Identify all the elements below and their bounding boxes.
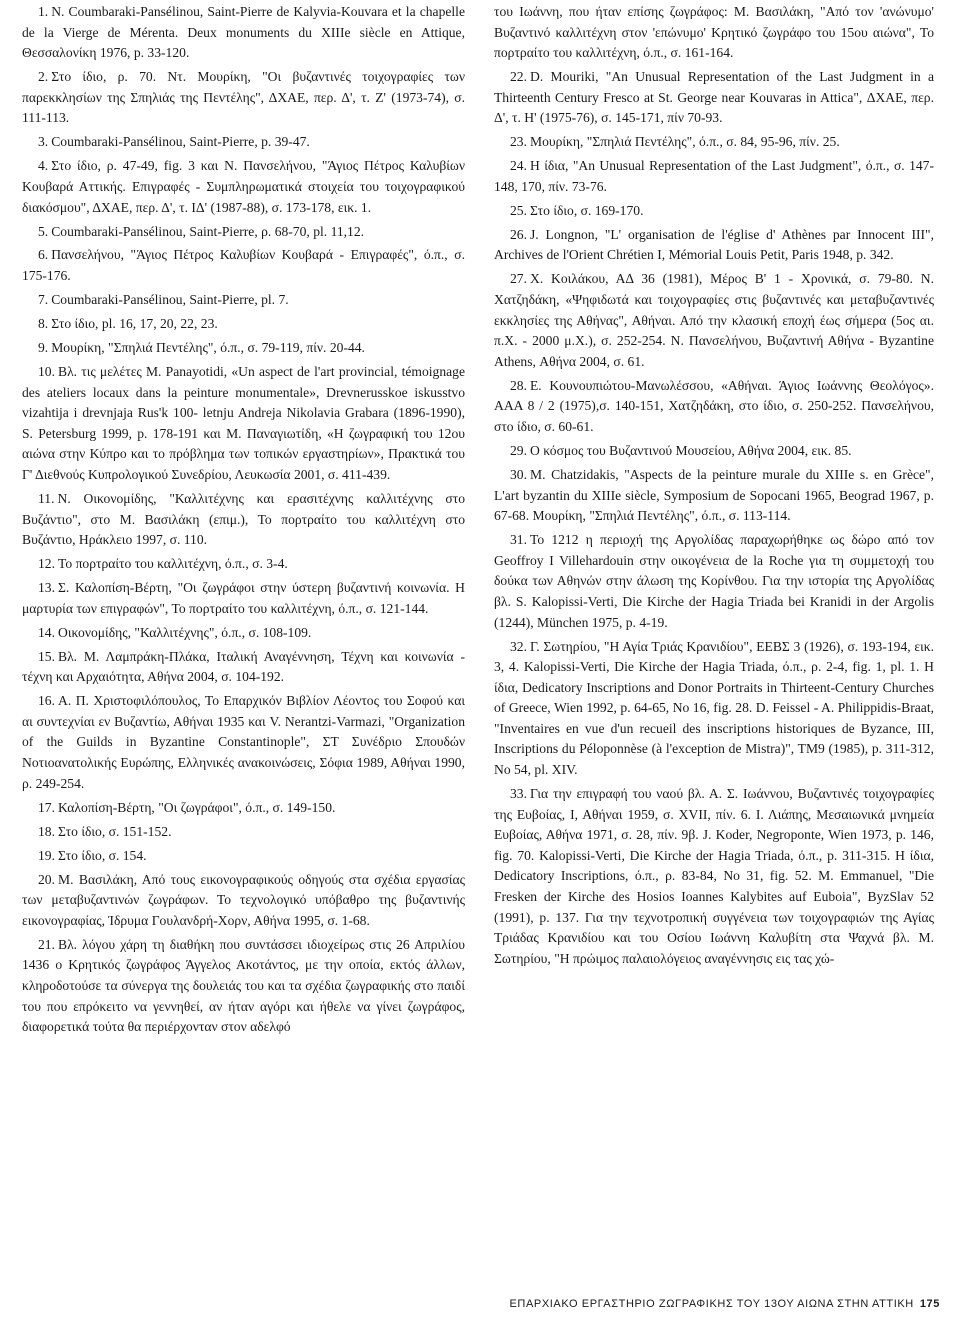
footnote-number: 19.: [38, 847, 55, 863]
footnote-text: Μουρίκη, "Σπηλιά Πεντέλης", ό.π., σ. 84, 95-96, πίν. 25.: [530, 134, 840, 150]
footnote-text: Καλοπίση-Βέρτη, "Οι ζωγράφοι", ό.π., σ. 149-150.: [58, 799, 336, 815]
footnote-text: Ο κόσμος του Βυζαντινού Μουσείου, Αθήνα 2004, εικ. 85.: [530, 443, 852, 458]
footnote-text: N. Coumbaraki-Pansélinou, Saint-Pierre de Kalyvia-Kouvara et la chapelle de la Vierge de Mérenta. Deux monuments du XIIIe siècle en Attique, Θεσσαλονίκη 1976, p. 33-120.: [22, 4, 465, 61]
footnote-number: 32.: [510, 638, 527, 654]
footnote-text: Οικονομίδης, "Καλλιτέχνης", ό.π., σ. 108-109.: [58, 624, 312, 640]
footnote-text: Το 1212 η περιοχή της Αργολίδας παραχωρήθηκε ως δώρο από τον Geoffroy I Villehardouin στην οικογένεια de la Roche για τη συμμετοχή του δούκα των Αθηνών στην άλωση της Κορίνθου. Για την ιστορία της Αργολίδας βλ. S. Kalopissi-Verti, Die Kirche der Hagia Triada bei Kranidi in der Argolis (1244), München 1975, p. 4-19.: [494, 532, 934, 630]
footnote-text: Στο ίδιο, pl. 16, 17, 20, 22, 23.: [51, 316, 218, 332]
page-number: 175: [919, 1298, 940, 1310]
footnote-number: 22.: [510, 69, 527, 85]
footnote-number: 2.: [38, 69, 49, 85]
footnote-text: Coumbaraki-Pansélinou, Saint-Pierre, ρ. 68-70, pl. 11,12.: [51, 223, 365, 239]
footnote-text: Για την επιγραφή του ναού βλ. Α. Σ. Ιωάννου, Βυζαντινές τοιχογραφίες της Ευβοίας, Ι, Αθήναι 1959, σ. XVII, πίν. 6. Ι. Λιάπης, Μεσαιωνικά μνημεία Ευβοίας, Αθήνα 1971, σ. 28, πίν. 9β. J. Koder, Negroponte, Wien 1973, p. 146, fig. 70. Kalopissi-Verti, Die Kirche der Hagia Triada, ό.π., p. 311-315. Η ίδια, Dedicatory Inscriptions, ό.π., ρ. 83-84, Νο 31, fig. 52. M. Emmanuel, "Die Fresken der Kirche des Hosios Ioannes Kalybites auf Euboia", ByzSlav 52 (1991), p. 137. Για την τεχνοτροπική συγγένεια των τοιχογραφιών της Αγίας Τριάδας Κρανιδίου και του Οσίου Ιωάννη Καλυβίτη στα Ψαχνά βλ. Μ. Σωτηρίου, "Η πρώιμος παλαιολόγειος αναγέννησις εις τας χώ-: [494, 786, 934, 966]
footnote: [22, 691, 465, 794]
footnote: [22, 67, 465, 129]
footnote-number: 8.: [38, 316, 49, 332]
footnote: [22, 935, 465, 1038]
footnote-number: 17.: [38, 799, 55, 815]
footnote-number: 26.: [510, 226, 527, 242]
page-footer: [380, 1298, 940, 1310]
footnote: [22, 156, 465, 218]
footnote: [22, 578, 465, 619]
footnote-number: 28.: [510, 377, 527, 393]
footnote: [22, 132, 465, 153]
footnote-text: Στο ίδιο, σ. 169-170.: [530, 202, 644, 218]
footnote-number: 23.: [510, 134, 527, 150]
footnote: [22, 489, 465, 551]
footnote: [22, 222, 465, 243]
footnote-text: Πανσελήνου, "Άγιος Πέτρος Καλυβίων Κουβαρά - Επιγραφές", ό.π., σ. 175-176.: [22, 247, 465, 284]
footnote: [22, 362, 465, 486]
footnote-text: Ν. Οικονομίδης, "Καλλιτέχνης και ερασιτέχνης καλλιτέχνης στο Βυζάντιο", στο Μ. Βασιλάκη (επιμ.), Το πορτραίτο του καλλιτέχνη στο Βυζάντιο, Ηράκλειο 1997, σ. 110.: [22, 490, 465, 548]
footnote: [494, 132, 934, 153]
footnote: [22, 647, 465, 688]
footnote-text: Σ. Καλοπίση-Βέρτη, "Οι ζωγράφοι στην ύστερη βυζαντινή κοινωνία. Η μαρτυρία των επιγραφών", Το πορτραίτο του καλλιτέχνη, ό.π., σ. 121-144.: [22, 580, 465, 616]
footnote: [22, 338, 465, 359]
footnote: [22, 822, 465, 843]
footnote-number: 16.: [38, 693, 55, 709]
footnote: [494, 225, 934, 266]
footnote: [22, 798, 465, 819]
footnote-number: 11.: [38, 490, 55, 506]
footnote-text: Στο ίδιο, σ. 151-152.: [58, 823, 172, 839]
footnote-number: 18.: [38, 823, 55, 839]
footnote-number: 14.: [38, 624, 55, 640]
footnote: [22, 554, 465, 575]
footnote-number: 27.: [510, 271, 527, 287]
footnote-number: 5.: [38, 223, 49, 239]
footnote: [22, 870, 465, 932]
footnote: [494, 156, 934, 197]
footnote-number: 20.: [38, 871, 55, 887]
footnote-number: 30.: [510, 466, 527, 482]
footnote-text: του Ιωάννη, που ήταν επίσης ζωγράφος: Μ. Βασιλάκη, "Από τον 'ανώνυμο' Βυζαντινό καλλιτέχνη στον 'επώνυμο' Κρητικό ζωγράφο του 15ου αιώνα", Το πορτραίτο του καλλιτέχνη, ό.π., σ. 161-164.: [494, 4, 934, 61]
footnote-number: 29.: [510, 443, 527, 458]
footnote-text: Η ίδια, "An Unusual Representation of the Last Judgment", ό.π., σ. 147-148, 170, πίν. 73-76.: [494, 158, 934, 194]
footnote-number: 7.: [38, 292, 49, 308]
running-title: ΕΠΑΡΧΙΑΚΟ ΕΡΓΑΣΤΗΡΙΟ ΖΩΓΡΑΦΙΚΗΣ ΤΟΥ 13ΟΥ ΑΙΩΝΑ ΣΤΗΝ ΑΤΤΙΚΗ: [509, 1298, 914, 1310]
footnote-number: 33.: [510, 786, 527, 802]
footnote: [494, 784, 934, 969]
footnote-number: 4.: [38, 158, 49, 174]
footnote-number: 24.: [510, 158, 527, 174]
footnote-number: 1.: [38, 4, 49, 19]
footnote: [494, 2, 934, 64]
footnote-number: 15.: [38, 648, 55, 664]
footnote: [22, 290, 465, 311]
footnote-text: Μ. Chatzidakis, "Aspects de la peinture murale du XIIIe s. en Grèce", L'art byzantin du XIIIe siècle, Symposium de Sopocani 1965, Beograd 1967, p. 67-68. Μουρίκη, "Σπηλιά Πεντέλης", ό.π., σ. 113-114.: [494, 466, 934, 524]
footnote-text: D. Mouriki, "An Unusual Representation of the Last Judgment in a Thirteenth Century Fresco at St. George near Kouvaras in Attica", ΔΧΑΕ, περ. Δ', τ. Η' (1975-76), σ. 145-171, πίν 70-93.: [494, 69, 934, 126]
footnote-text: Βλ. λόγου χάρη τη διαθήκη που συντάσσει ιδιοχείρως στις 26 Απριλίου 1436 ο Κρητικός ζωγράφος Άγγελος Ακοτάντος, με την οποία, εκτός άλλων, κληροδοτούσε τα σύνεργα της δουλειάς του και τα σχέδια ζωγραφικής στο παιδί του που επρόκειτο να γεννηθεί, αν ήταν αγόρι και ήθελε να γίνει ζωγράφος, διαφορετικά τούτα θα περιέρχονταν στον αδελφό: [22, 936, 465, 1035]
footnote-text: Στο ίδιο, ρ. 47-49, fig. 3 και Ν. Πανσελήνου, "Άγιος Πέτρος Καλυβίων Κουβαρά Αττικής. Επιγραφές - Συμπληρωματικά στοιχεία του τοιχογραφικού διακόσμου", ΔΧΑΕ, περ. Δ', τ. ΙΔ' (1987-88), σ. 173-178, εικ. 1.: [22, 158, 465, 215]
footnote: [494, 637, 934, 781]
footnote: [22, 314, 465, 335]
footnote-number: 21.: [38, 936, 55, 952]
footnote-text: Στο ίδιο, σ. 154.: [58, 847, 147, 863]
footnote-text: Α. Π. Χριστοφιλόπουλος, Το Επαρχικόν Βιβλίον Λέοντος του Σοφού και αι συντεχνίαι εν Βυζαντίω, Αθήναι 1935 και V. Nerantzi-Varmazi, "Organization of the Guilds in Byzantine Constantinople", ΣΤ Συνέδριο Σπουδών Νοτιοανατολικής Ευρώπης, Ελληνικές ανακοινώσεις, Σόφια 1989, Αθήναι 1990, ρ. 249-254.: [22, 693, 465, 791]
footnote-text: Ε. Κουνουπιώτου-Μανωλέσσου, «Αθήναι. Άγιος Ιωάννης Θεολόγος». ΑΑΑ 8 / 2 (1975),σ. 140-151, Χατζηδάκη, στο ίδιο, σ. 250-252. Πανσελήνου, στο ίδιο, σ. 60-61.: [494, 377, 934, 435]
footnote-number: 12.: [38, 556, 55, 572]
footnote-text: Βλ. τις μελέτες Μ. Panayotidi, «Un aspect de l'art provincial, témoignage des ateliers locaux dans la peinture monumentale», Drevnerusskoe iskusstvo vizahtija i drevnjaja Rus'k 100- letnju Andreja Nikolavia Grabara (1896-1990), S. Petersburg 1999, p. 178-191 και Μ. Παναγιωτίδη, «Η ζωγραφική του 12ου αιώνα στην Κύπρο και το πρόβλημα των τοπικών εργαστηρίων», Πρακτικά του Γ' Διεθνούς Κυπρολογικού Συνεδρίου, Λευκωσία 2001, σ. 411-439.: [22, 364, 465, 482]
footnote: [494, 530, 934, 633]
footnote: [22, 623, 465, 644]
footnote-text: Μουρίκη, "Σπηλιά Πεντέλης", ό.π., σ. 79-119, πίν. 20-44.: [51, 340, 365, 356]
footnote: [494, 376, 934, 438]
footnote: [494, 441, 934, 462]
footnote-text: J. Longnon, "L' organisation de l'église d' Athènes par Innocent III", Archives de l'Orient Chrétien I, Mémorial Louis Petit, Paris 1948, p. 342.: [494, 226, 934, 263]
footnote-number: 6.: [38, 247, 49, 263]
footnote-text: Στο ίδιο, ρ. 70. Ντ. Μουρίκη, "Οι βυζαντινές τοιχογραφίες των παρεκκλησίων της Σπηλιάς της Πεντέλης", ΔΧΑΕ, περ. Δ', τ. Ζ' (1973-74), σ. 111-113.: [22, 69, 465, 126]
footnote-text: Το πορτραίτο του καλλιτέχνη, ό.π., σ. 3-4.: [58, 556, 288, 572]
right-column: [494, 2, 934, 973]
footnote-text: Μ. Βασιλάκη, Από τους εικονογραφικούς οδηγούς στα σχέδια εργασίας των μεταβυζαντινών ζωγράφων. Το τεχνολογικό υπόβαθρο της βυζαντινής εικονογραφίας, Ίδρυμα Γουλανδρή-Χορν, Αθήνα 1995, σ. 1-68.: [22, 871, 465, 928]
footnote: [494, 465, 934, 527]
footnote: [22, 846, 465, 867]
footnote: [494, 67, 934, 129]
footnote-number: 13.: [38, 580, 55, 596]
footnote-number: 10.: [38, 364, 55, 380]
footnote: [494, 201, 934, 222]
left-column: [22, 2, 465, 1041]
footnote-text: Χ. Κοιλάκου, ΑΔ 36 (1981), Μέρος Β' 1 - Χρονικά, σ. 79-80. Ν. Χατζηδάκη, «Ψηφιδωτά και τοιχογραφίες στις βυζαντινές και μεταβυζαντινές εκκλησίες της Αθήνας", Αθήναι. Από την κλασική εποχή έως σήμερα (5ος αι. π.Χ. - 2000 μ.Χ.), σ. 252-254. Ν. Πανσελήνου, Βυζαντινή Αθήνα - Byzantine Athens, Αθήνα 2004, σ. 61.: [494, 271, 934, 369]
footnote: [494, 269, 934, 372]
footnote-text: Coumbaraki-Pansélinou, Saint-Pierre, pl. 7.: [51, 292, 289, 308]
footnote-number: 9.: [38, 340, 49, 356]
footnote-text: Γ. Σωτηρίου, "Η Αγία Τριάς Κρανιδίου", ΕΕΒΣ 3 (1926), σ. 193-194, εικ. 3, 4. Kalopissi-Verti, Die Kirche der Hagia Triada, ό.π., ρ. 2-4, fig. 1, pl. 1. Η ίδια, Dedicatory Inscriptions and Donor Portraits in Thirteent-Century Churches of Greece, Wien 1992, p. 64-65, No 16, fig. 28. D. Feissel - A. Philippidis-Braat, "Inventaires en vue d'un recueil des inscriptions historiques de Byzance, III, Inscriptions du Péloponnèse (à l'exception de Mistra)", TM9 (1985), p. 311-312, No 54, pl. XIV.: [494, 638, 934, 778]
footnote: [22, 2, 465, 64]
footnote-number: 3.: [38, 134, 49, 150]
footnote-number: 31.: [510, 532, 527, 548]
footnote: [22, 245, 465, 286]
footnote-text: Βλ. Μ. Λαμπράκη-Πλάκα, Ιταλική Αναγέννηση, Τέχνη και κοινωνία - τέχνη και Αρχαιότητα, Αθήνα 2004, σ. 104-192.: [22, 648, 465, 685]
footnote-text: Coumbaraki-Pansélinou, Saint-Pierre, p. 39-47.: [51, 134, 310, 150]
footnote-number: 25.: [510, 202, 527, 218]
